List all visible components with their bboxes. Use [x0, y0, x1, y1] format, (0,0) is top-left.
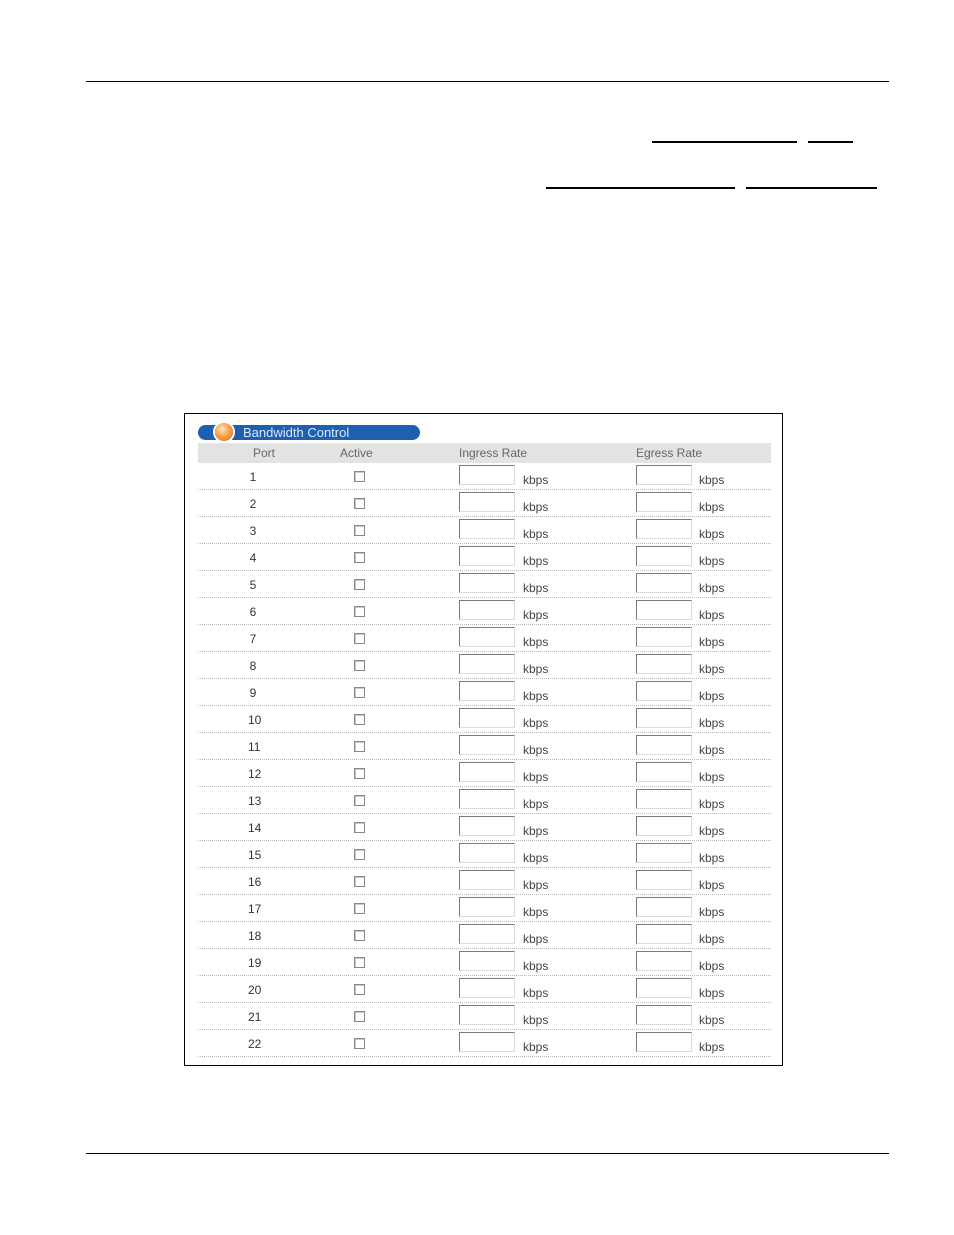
table-row	[198, 976, 771, 1003]
table-row	[198, 895, 771, 922]
egress-rate-input[interactable]	[636, 627, 692, 647]
table-header	[198, 443, 771, 463]
egress-rate-input[interactable]	[636, 708, 692, 728]
table-row	[198, 517, 771, 544]
active-checkbox[interactable]	[354, 768, 365, 779]
port-number: 14	[248, 821, 262, 835]
egress-unit-label: kbps	[699, 878, 725, 892]
egress-rate-input[interactable]	[636, 465, 692, 485]
ingress-rate-input[interactable]	[459, 897, 515, 917]
table-row	[198, 787, 771, 814]
egress-unit-label: kbps	[699, 824, 725, 838]
port-number: 15	[248, 848, 262, 862]
egress-unit-label: kbps	[699, 959, 725, 973]
column-header-egress-rate: Egress Rate	[636, 446, 703, 460]
ingress-rate-input[interactable]	[459, 924, 515, 944]
ingress-rate-input[interactable]	[459, 681, 515, 701]
port-number: 2	[249, 497, 257, 511]
ingress-unit-label: kbps	[523, 1040, 549, 1054]
table-row	[198, 1030, 771, 1057]
egress-rate-input[interactable]	[636, 1032, 692, 1052]
ingress-unit-label: kbps	[523, 581, 549, 595]
ingress-rate-input[interactable]	[459, 762, 515, 782]
port-number: 6	[249, 605, 257, 619]
ingress-rate-input[interactable]	[459, 789, 515, 809]
active-checkbox[interactable]	[354, 498, 365, 509]
column-header-active: Active	[340, 446, 373, 460]
egress-unit-label: kbps	[699, 716, 725, 730]
egress-rate-input[interactable]	[636, 951, 692, 971]
ingress-rate-input[interactable]	[459, 627, 515, 647]
port-number: 7	[249, 632, 257, 646]
table-row	[198, 706, 771, 733]
egress-rate-input[interactable]	[636, 681, 692, 701]
ingress-rate-input[interactable]	[459, 708, 515, 728]
ingress-unit-label: kbps	[523, 473, 549, 487]
table-row	[198, 733, 771, 760]
active-checkbox[interactable]	[354, 525, 365, 536]
egress-unit-label: kbps	[699, 689, 725, 703]
port-number: 17	[248, 902, 262, 916]
panel-title-bar	[198, 425, 420, 440]
port-number: 3	[249, 524, 257, 538]
active-checkbox[interactable]	[354, 714, 365, 725]
egress-unit-label: kbps	[699, 581, 725, 595]
ingress-unit-label: kbps	[523, 770, 549, 784]
ingress-unit-label: kbps	[523, 608, 549, 622]
page-footer-rule	[86, 1153, 889, 1154]
bandwidth-control-screenshot	[184, 413, 783, 1066]
active-checkbox[interactable]	[354, 1011, 365, 1022]
ingress-rate-input[interactable]	[459, 600, 515, 620]
ingress-rate-input[interactable]	[459, 735, 515, 755]
egress-unit-label: kbps	[699, 473, 725, 487]
egress-unit-label: kbps	[699, 1013, 725, 1027]
ingress-rate-input[interactable]	[459, 492, 515, 512]
active-checkbox[interactable]	[354, 660, 365, 671]
egress-unit-label: kbps	[699, 608, 725, 622]
table-row	[198, 922, 771, 949]
egress-unit-label: kbps	[699, 770, 725, 784]
egress-unit-label: kbps	[699, 554, 725, 568]
ingress-unit-label: kbps	[523, 905, 549, 919]
active-checkbox[interactable]	[354, 1038, 365, 1049]
active-checkbox[interactable]	[354, 822, 365, 833]
panel-title: Bandwidth Control	[243, 425, 350, 440]
active-checkbox[interactable]	[354, 957, 365, 968]
table-row	[198, 571, 771, 598]
egress-unit-label: kbps	[699, 635, 725, 649]
port-number: 12	[248, 767, 262, 781]
egress-unit-label: kbps	[699, 986, 725, 1000]
egress-rate-input[interactable]	[636, 492, 692, 512]
port-number: 19	[248, 956, 262, 970]
active-checkbox[interactable]	[354, 552, 365, 563]
ingress-rate-input[interactable]	[459, 816, 515, 836]
orange-orb-icon	[215, 423, 233, 441]
table-row	[198, 463, 771, 490]
cross-reference-underline	[808, 141, 853, 143]
ingress-rate-input[interactable]	[459, 870, 515, 890]
port-number: 22	[248, 1037, 262, 1051]
port-number: 10	[248, 713, 262, 727]
ingress-unit-label: kbps	[523, 986, 549, 1000]
ingress-rate-input[interactable]	[459, 519, 515, 539]
table-row	[198, 868, 771, 895]
ingress-unit-label: kbps	[523, 824, 549, 838]
egress-unit-label: kbps	[699, 851, 725, 865]
port-table-body	[198, 463, 771, 1057]
egress-rate-input[interactable]	[636, 735, 692, 755]
ingress-rate-input[interactable]	[459, 546, 515, 566]
page-header-rule	[86, 81, 889, 82]
egress-rate-input[interactable]	[636, 1005, 692, 1025]
ingress-rate-input[interactable]	[459, 978, 515, 998]
egress-unit-label: kbps	[699, 905, 725, 919]
egress-rate-input[interactable]	[636, 816, 692, 836]
egress-unit-label: kbps	[699, 662, 725, 676]
table-row	[198, 949, 771, 976]
ingress-unit-label: kbps	[523, 500, 549, 514]
active-checkbox[interactable]	[354, 471, 365, 482]
ingress-rate-input[interactable]	[459, 573, 515, 593]
table-row	[198, 679, 771, 706]
egress-unit-label: kbps	[699, 527, 725, 541]
ingress-unit-label: kbps	[523, 689, 549, 703]
egress-unit-label: kbps	[699, 743, 725, 757]
port-number: 11	[248, 740, 261, 754]
table-row	[198, 625, 771, 652]
active-checkbox[interactable]	[354, 876, 365, 887]
ingress-rate-input[interactable]	[459, 951, 515, 971]
ingress-rate-input[interactable]	[459, 654, 515, 674]
table-row	[198, 760, 771, 787]
active-checkbox[interactable]	[354, 633, 365, 644]
port-number: 4	[249, 551, 257, 565]
active-checkbox[interactable]	[354, 741, 365, 752]
ingress-unit-label: kbps	[523, 851, 549, 865]
ingress-rate-input[interactable]	[459, 465, 515, 485]
ingress-unit-label: kbps	[523, 797, 549, 811]
egress-rate-input[interactable]	[636, 870, 692, 890]
table-row	[198, 598, 771, 625]
column-header-ingress-rate: Ingress Rate	[459, 446, 528, 460]
active-checkbox[interactable]	[354, 903, 365, 914]
active-checkbox[interactable]	[354, 579, 365, 590]
ingress-unit-label: kbps	[523, 662, 549, 676]
egress-unit-label: kbps	[699, 932, 725, 946]
active-checkbox[interactable]	[354, 606, 365, 617]
port-number: 16	[248, 875, 262, 889]
active-checkbox[interactable]	[354, 984, 365, 995]
egress-rate-input[interactable]	[636, 843, 692, 863]
table-row	[198, 1003, 771, 1030]
table-row	[198, 652, 771, 679]
port-number: 1	[249, 470, 257, 484]
egress-rate-input[interactable]	[636, 897, 692, 917]
cross-reference-underline	[746, 187, 877, 189]
cross-reference-underline	[652, 141, 797, 143]
egress-rate-input[interactable]	[636, 762, 692, 782]
egress-rate-input[interactable]	[636, 924, 692, 944]
egress-rate-input[interactable]	[636, 789, 692, 809]
egress-rate-input[interactable]	[636, 978, 692, 998]
egress-unit-label: kbps	[699, 797, 725, 811]
ingress-rate-input[interactable]	[459, 843, 515, 863]
egress-rate-input[interactable]	[636, 519, 692, 539]
ingress-unit-label: kbps	[523, 635, 549, 649]
egress-rate-input[interactable]	[636, 654, 692, 674]
active-checkbox[interactable]	[354, 930, 365, 941]
ingress-unit-label: kbps	[523, 878, 549, 892]
egress-rate-input[interactable]	[636, 573, 692, 593]
active-checkbox[interactable]	[354, 849, 365, 860]
port-number: 21	[248, 1010, 262, 1024]
ingress-rate-input[interactable]	[459, 1032, 515, 1052]
table-row	[198, 814, 771, 841]
active-checkbox[interactable]	[354, 687, 365, 698]
ingress-unit-label: kbps	[523, 932, 549, 946]
ingress-rate-input[interactable]	[459, 1005, 515, 1025]
ingress-unit-label: kbps	[523, 554, 549, 568]
egress-rate-input[interactable]	[636, 600, 692, 620]
ingress-unit-label: kbps	[523, 527, 549, 541]
egress-rate-input[interactable]	[636, 546, 692, 566]
port-number: 18	[248, 929, 262, 943]
port-number: 5	[249, 578, 257, 592]
port-number: 8	[249, 659, 257, 673]
active-checkbox[interactable]	[354, 795, 365, 806]
ingress-unit-label: kbps	[523, 716, 549, 730]
table-row	[198, 490, 771, 517]
cross-reference-underline	[546, 187, 735, 189]
port-number: 9	[249, 686, 257, 700]
egress-unit-label: kbps	[699, 500, 725, 514]
port-number: 13	[248, 794, 262, 808]
table-row	[198, 544, 771, 571]
ingress-unit-label: kbps	[523, 743, 549, 757]
port-number: 20	[248, 983, 262, 997]
ingress-unit-label: kbps	[523, 1013, 549, 1027]
table-row	[198, 841, 771, 868]
egress-unit-label: kbps	[699, 1040, 725, 1054]
ingress-unit-label: kbps	[523, 959, 549, 973]
column-header-port: Port	[253, 446, 276, 460]
